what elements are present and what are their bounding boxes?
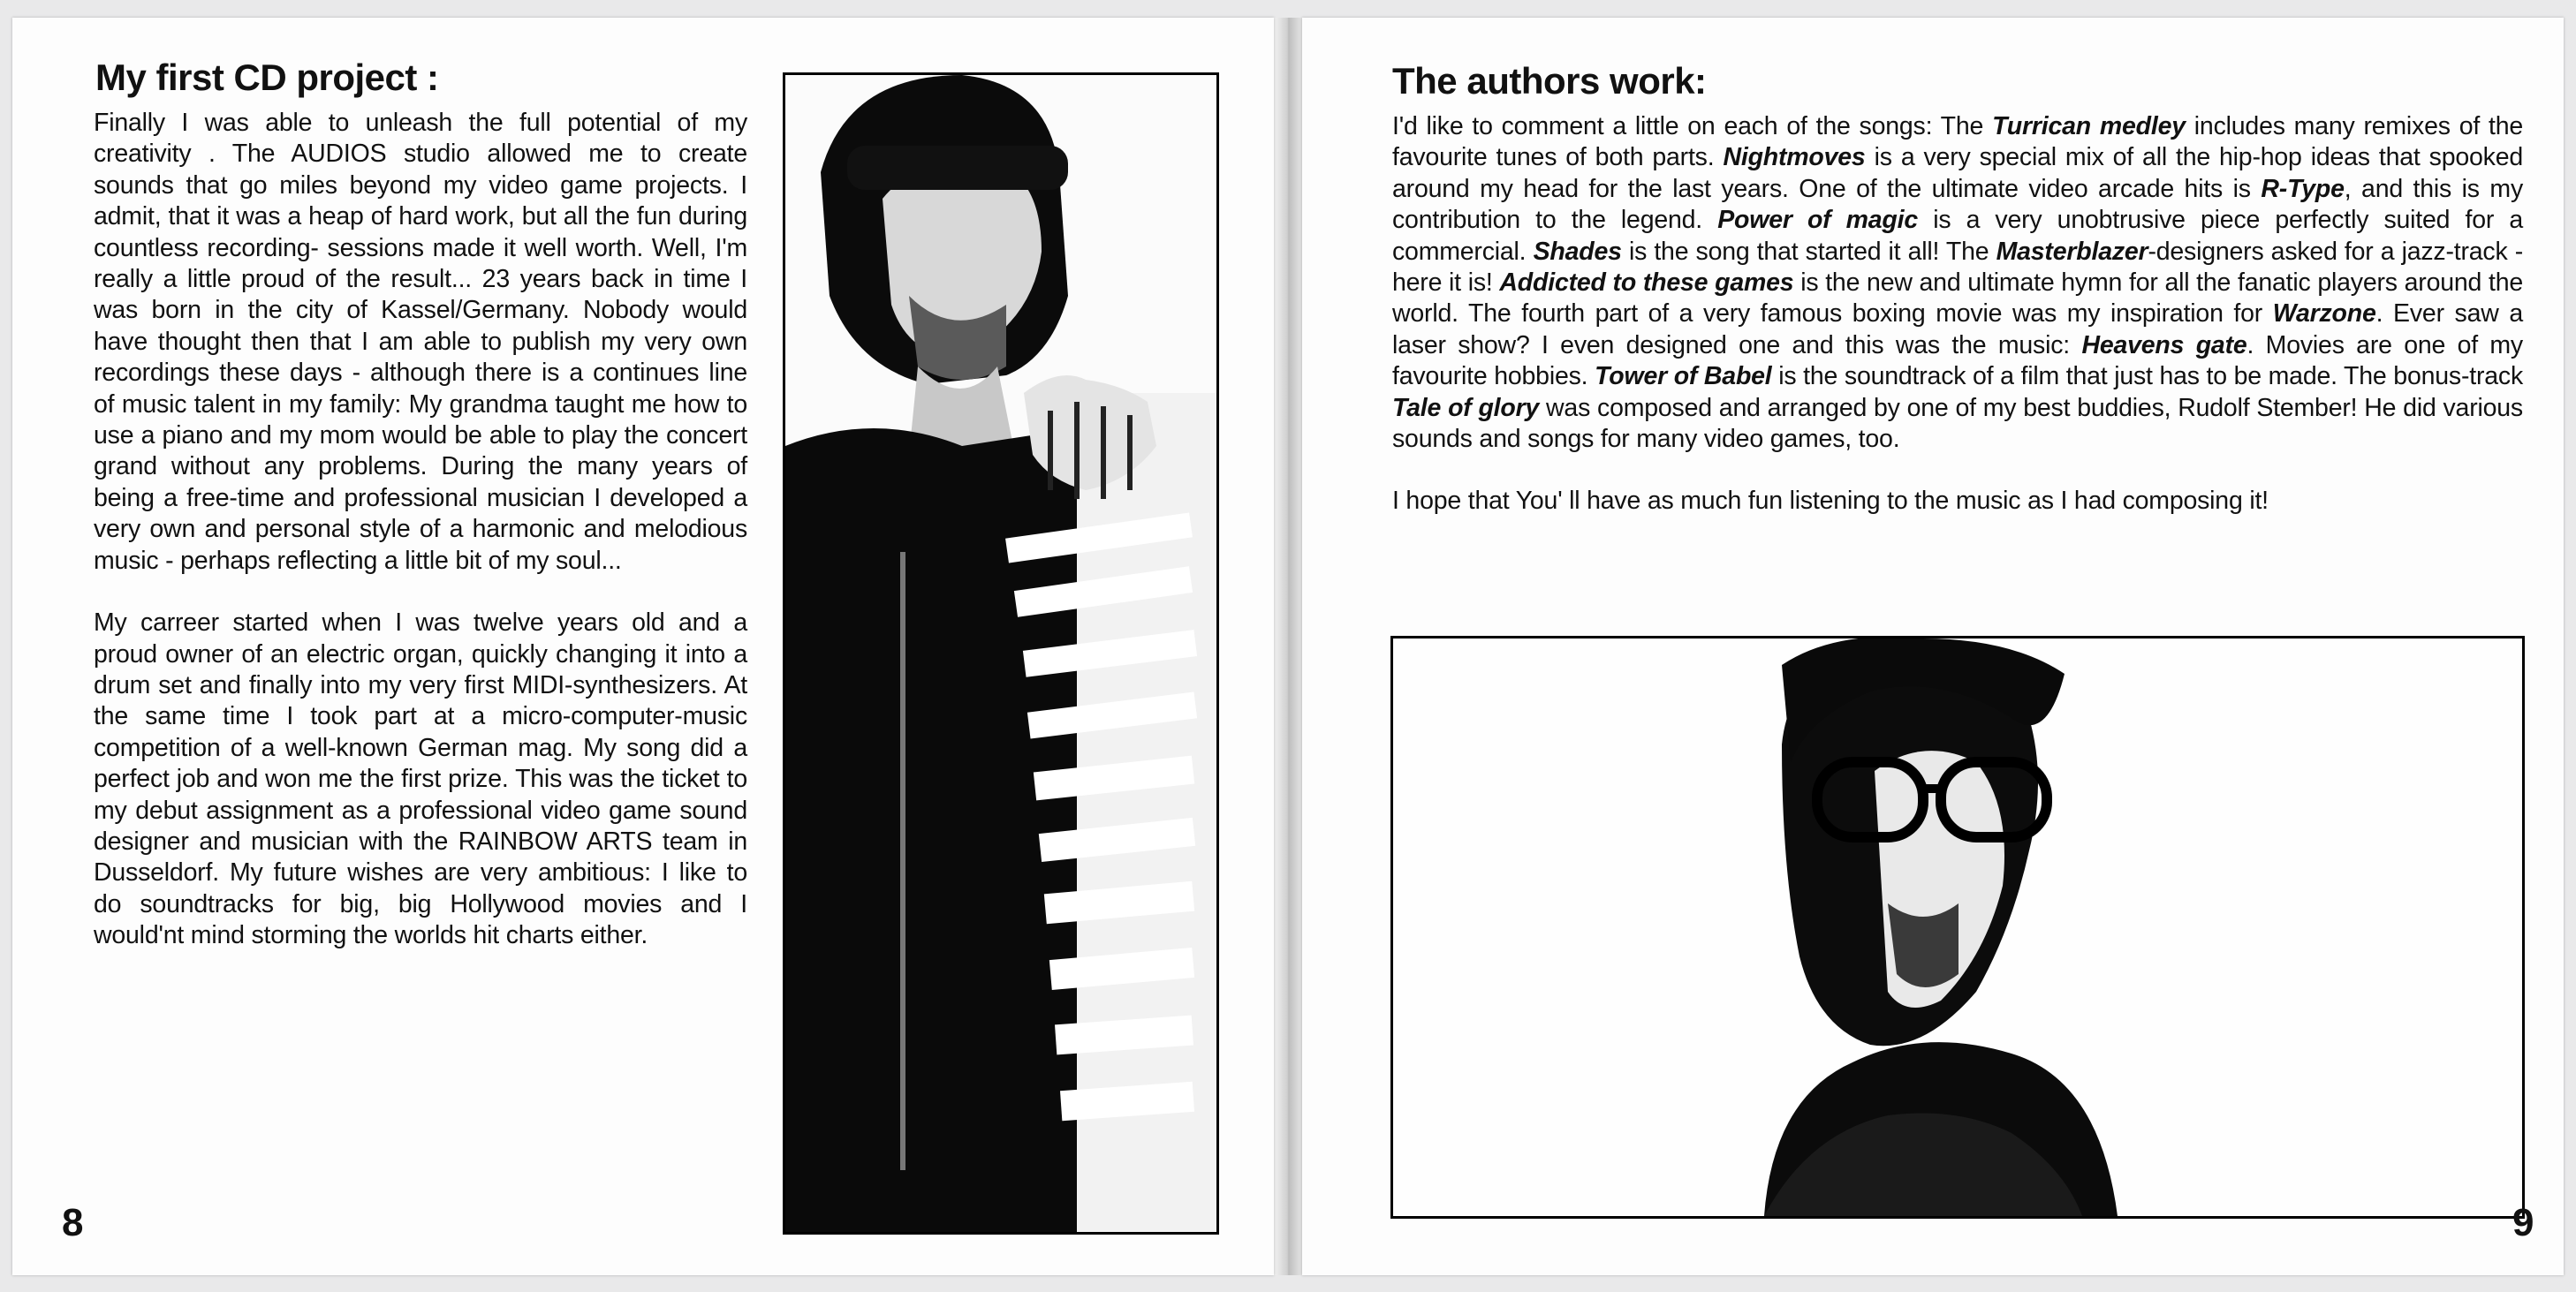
text-run: -designers asked for a jazz-track - here it is! xyxy=(1392,237,2524,298)
song-title: Nightmoves xyxy=(1723,143,1866,172)
text-run: is a very unobtrusive piece perfectly suited for a commercial. xyxy=(1392,206,2523,266)
text-run: is the song that started it all! The xyxy=(1621,237,1996,266)
song-title: Addicted to these games xyxy=(1499,268,1794,298)
text-run: , and this is my contribution to the legend. xyxy=(1392,174,2523,235)
song-commentary-paragraph xyxy=(1392,111,2523,455)
right-page xyxy=(1302,18,2564,1275)
song-title: R-Type xyxy=(2261,174,2345,203)
song-title: Tale of glory xyxy=(1392,393,1540,422)
left-paragraph-1: Finally I was able to unleash the full potential of my creativity . The AUDIOS studio allowed me to create sounds that go miles beyond my video game projects. I admit, that it was a heap of hard work, but all the fun during countless recording- sessions made it well worth. Well, I'm really a little proud of the result... 23 years back in time I was born in the city of Kassel/Germany. Nobody would have thought then that I am able to publish my very own recordings these days - although there is a continues line of music talent in my family: My grandma taught me how to use a piano and my mom would be able to play the concert grand without any problems. During the many years of being a free-time and professional musician I developed a very own and personal style of a harmonic and melodious music - perhaps reflecting a little bit of my soul... xyxy=(94,109,747,575)
song-title: Shades xyxy=(1533,237,1622,266)
left-page-heading: My first CD project : xyxy=(95,57,439,98)
left-page-body xyxy=(94,108,747,983)
text-run: is the new and ultimate hymn for all the fanatic players around the world. The fourth part of a very famous boxing movie was my inspiration for xyxy=(1392,268,2524,329)
right-page-heading: The authors work: xyxy=(1392,60,1707,102)
booklet-spine xyxy=(1274,18,1302,1275)
text-run: includes many remixes of the favourite tunes of both parts. xyxy=(1392,112,2523,172)
left-paragraph-2: My carreer started when I was twelve years old and a proud owner of an electric organ, quickly changing it into a drum set and finally into my very first MIDI-synthesizers. At the same time I took part at a micro-computer-music competition of a well-known German mag. My song did a perfect job and won me the first prize. This was the ticket to my debut assignment as a professional video game sound designer and musician with the RAINBOW ARTS team in Dusseldorf. My future wishes are very ambitious: I like to do soundtracks for big, big Hollywood movies and I would'nt mind storming the worlds hit charts either. xyxy=(94,608,747,950)
left-page xyxy=(12,18,1274,1275)
song-title: Warzone xyxy=(2272,299,2376,329)
text-run: . Ever saw a laser show? I even designed one and this was the music: xyxy=(1392,299,2523,359)
page-number-left: 8 xyxy=(62,1201,84,1244)
text-run: was composed and arranged by one of my best buddies, Rudolf Stember! He did various sounds and songs for many video games, too. xyxy=(1392,393,2523,454)
right-page-body xyxy=(1392,111,2523,548)
text-run: I'd like to comment a little on each of the songs: The xyxy=(1392,112,1993,140)
page-number-right: 9 xyxy=(2512,1201,2534,1244)
portrait-illustration xyxy=(1393,638,2522,1216)
accordion-player-photo xyxy=(783,72,1219,1235)
text-run: is a very special mix of all the hip-hop ideas that spooked around my head for the last years. One of the ultimate video arcade hits is xyxy=(1392,143,2523,203)
song-title: Turrican medley xyxy=(1992,112,2186,140)
text-run: . Movies are one of my favourite hobbies. xyxy=(1392,330,2523,391)
song-title: Tower of Babel xyxy=(1595,362,1772,391)
song-title: Power of magic xyxy=(1717,206,1919,235)
song-title: Heavens gate xyxy=(2081,330,2247,359)
accordion-player-illustration xyxy=(785,75,1216,1232)
portrait-photo xyxy=(1390,636,2525,1219)
song-title: Masterblazer xyxy=(1996,237,2148,266)
closing-paragraph: I hope that You' ll have as much fun listening to the music as I had composing it! xyxy=(1392,487,2269,516)
text-run: is the soundtrack of a film that just has to be made. The bonus-track xyxy=(1771,362,2523,391)
